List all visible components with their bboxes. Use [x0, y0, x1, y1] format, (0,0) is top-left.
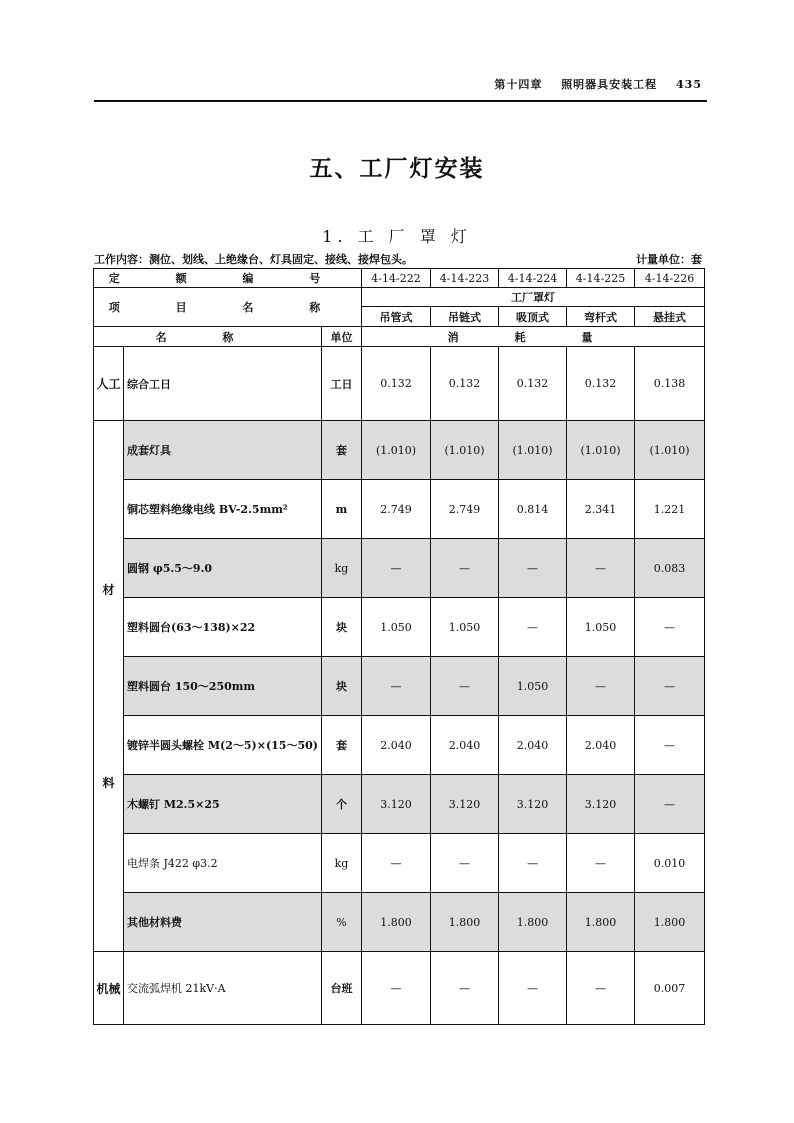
type-cell: 吊链式 [431, 307, 499, 327]
table-row [94, 657, 705, 716]
value-cell: — [431, 539, 499, 598]
material-name: 圆钢 φ5.5～9.0 [124, 539, 322, 598]
code-cell: 4-14-225 [567, 269, 635, 288]
material-unit: 块 [322, 657, 362, 716]
material-unit: m [322, 480, 362, 539]
value-cell: 1.800 [431, 893, 499, 952]
type-cell: 吸顶式 [499, 307, 567, 327]
page-header [480, 76, 702, 92]
value-cell: — [635, 716, 705, 775]
material-name: 铜芯塑料绝缘电线 BV-2.5mm² [124, 480, 322, 539]
table-row [94, 539, 705, 598]
labor-unit: 工日 [322, 347, 362, 421]
table-row [94, 421, 705, 480]
value-cell: 2.749 [362, 480, 431, 539]
value-cell: — [431, 834, 499, 893]
quota-table [93, 268, 705, 1025]
material-name: 塑料圆台(63～138)×22 [124, 598, 322, 657]
value-cell: 3.120 [567, 775, 635, 834]
code-cell: 4-14-224 [499, 269, 567, 288]
chapter-label: 第十四章 [494, 78, 543, 91]
value-cell: 1.050 [499, 657, 567, 716]
work-content: 工作内容：测位、划线、上绝缘台、灯具固定、接线、接焊包头。 [94, 253, 413, 266]
material-unit: % [322, 893, 362, 952]
page-title: 五、工厂灯安装 [309, 155, 485, 182]
value-cell: — [499, 539, 567, 598]
material-category [94, 421, 124, 952]
type-cell: 弯杆式 [567, 307, 635, 327]
value-cell: 2.040 [499, 716, 567, 775]
labor-name: 综合工日 [124, 347, 322, 421]
material-cat-bottom: 料 [102, 776, 115, 790]
value-cell: 2.040 [431, 716, 499, 775]
value-cell: (1.010) [567, 421, 635, 480]
group-label: 工厂罩灯 [362, 288, 705, 307]
value-cell: — [362, 834, 431, 893]
value-cell: — [635, 775, 705, 834]
value-cell: 0.138 [635, 347, 705, 421]
material-unit: 套 [322, 421, 362, 480]
machine-unit: 台班 [322, 952, 362, 1025]
value-cell: 2.040 [567, 716, 635, 775]
value-cell: 1.800 [567, 893, 635, 952]
value-cell: — [567, 834, 635, 893]
value-cell: 3.120 [431, 775, 499, 834]
code-cell: 4-14-223 [431, 269, 499, 288]
value-cell: (1.010) [431, 421, 499, 480]
material-unit: kg [322, 539, 362, 598]
material-name: 镀锌半圆头螺栓 M(2～5)×(15～50) [124, 716, 322, 775]
value-cell: 0.007 [635, 952, 705, 1025]
machine-name: 交流弧焊机 21kV·A [124, 952, 322, 1025]
table-row [94, 834, 705, 893]
value-cell: 1.800 [499, 893, 567, 952]
type-cell: 悬挂式 [635, 307, 705, 327]
value-cell: 0.132 [431, 347, 499, 421]
value-cell: — [499, 952, 567, 1025]
value-cell: 1.050 [567, 598, 635, 657]
material-name: 成套灯具 [124, 421, 322, 480]
consume-label: 消 耗 量 [362, 327, 705, 347]
name-label: 名 称 [94, 327, 322, 347]
value-cell: — [635, 657, 705, 716]
material-unit: kg [322, 834, 362, 893]
value-cell: 2.749 [431, 480, 499, 539]
value-cell: 1.050 [431, 598, 499, 657]
section-subtitle: 1. 工 厂 罩 灯 [322, 227, 472, 246]
value-cell: 1.800 [362, 893, 431, 952]
item-label: 项 目 名 称 [94, 288, 362, 327]
table-row [94, 775, 705, 834]
table-row [94, 716, 705, 775]
value-cell: — [567, 539, 635, 598]
value-cell: 1.050 [362, 598, 431, 657]
value-cell: 0.132 [499, 347, 567, 421]
unit-col-label: 单位 [322, 327, 362, 347]
value-cell: — [499, 834, 567, 893]
material-cat-top: 材 [102, 583, 115, 597]
table-row [94, 480, 705, 539]
measure-unit: 计量单位：套 [636, 253, 702, 266]
value-cell: — [431, 657, 499, 716]
value-cell: (1.010) [499, 421, 567, 480]
value-cell: — [567, 657, 635, 716]
value-cell: 0.132 [567, 347, 635, 421]
section-label: 照明器具安装工程 [561, 78, 658, 91]
value-cell: — [499, 598, 567, 657]
value-cell: 3.120 [499, 775, 567, 834]
code-cell: 4-14-222 [362, 269, 431, 288]
value-cell: 3.120 [362, 775, 431, 834]
material-name: 其他材料费 [124, 893, 322, 952]
material-name: 木螺钉 M2.5×25 [124, 775, 322, 834]
table-row [94, 598, 705, 657]
value-cell: — [431, 952, 499, 1025]
header-rule [94, 100, 707, 102]
value-cell: 1.221 [635, 480, 705, 539]
code-label: 定 额 编 号 [94, 269, 362, 288]
value-cell: — [635, 598, 705, 657]
type-cell: 吊管式 [362, 307, 431, 327]
value-cell: 0.010 [635, 834, 705, 893]
page-number: 435 [676, 78, 702, 91]
value-cell: 2.040 [362, 716, 431, 775]
value-cell: 1.800 [635, 893, 705, 952]
material-unit: 个 [322, 775, 362, 834]
table-row [94, 893, 705, 952]
value-cell: 0.083 [635, 539, 705, 598]
value-cell: — [362, 657, 431, 716]
material-name: 电焊条 J422 φ3.2 [124, 834, 322, 893]
value-cell: 0.132 [362, 347, 431, 421]
value-cell: (1.010) [635, 421, 705, 480]
material-name: 塑料圆台 150～250mm [124, 657, 322, 716]
labor-category: 人工 [94, 347, 124, 421]
machine-category: 机械 [94, 952, 124, 1025]
value-cell: 0.814 [499, 480, 567, 539]
value-cell: — [362, 539, 431, 598]
value-cell: 2.341 [567, 480, 635, 539]
value-cell: (1.010) [362, 421, 431, 480]
value-cell: — [567, 952, 635, 1025]
value-cell: — [362, 952, 431, 1025]
material-unit: 块 [322, 598, 362, 657]
material-unit: 套 [322, 716, 362, 775]
code-cell: 4-14-226 [635, 269, 705, 288]
